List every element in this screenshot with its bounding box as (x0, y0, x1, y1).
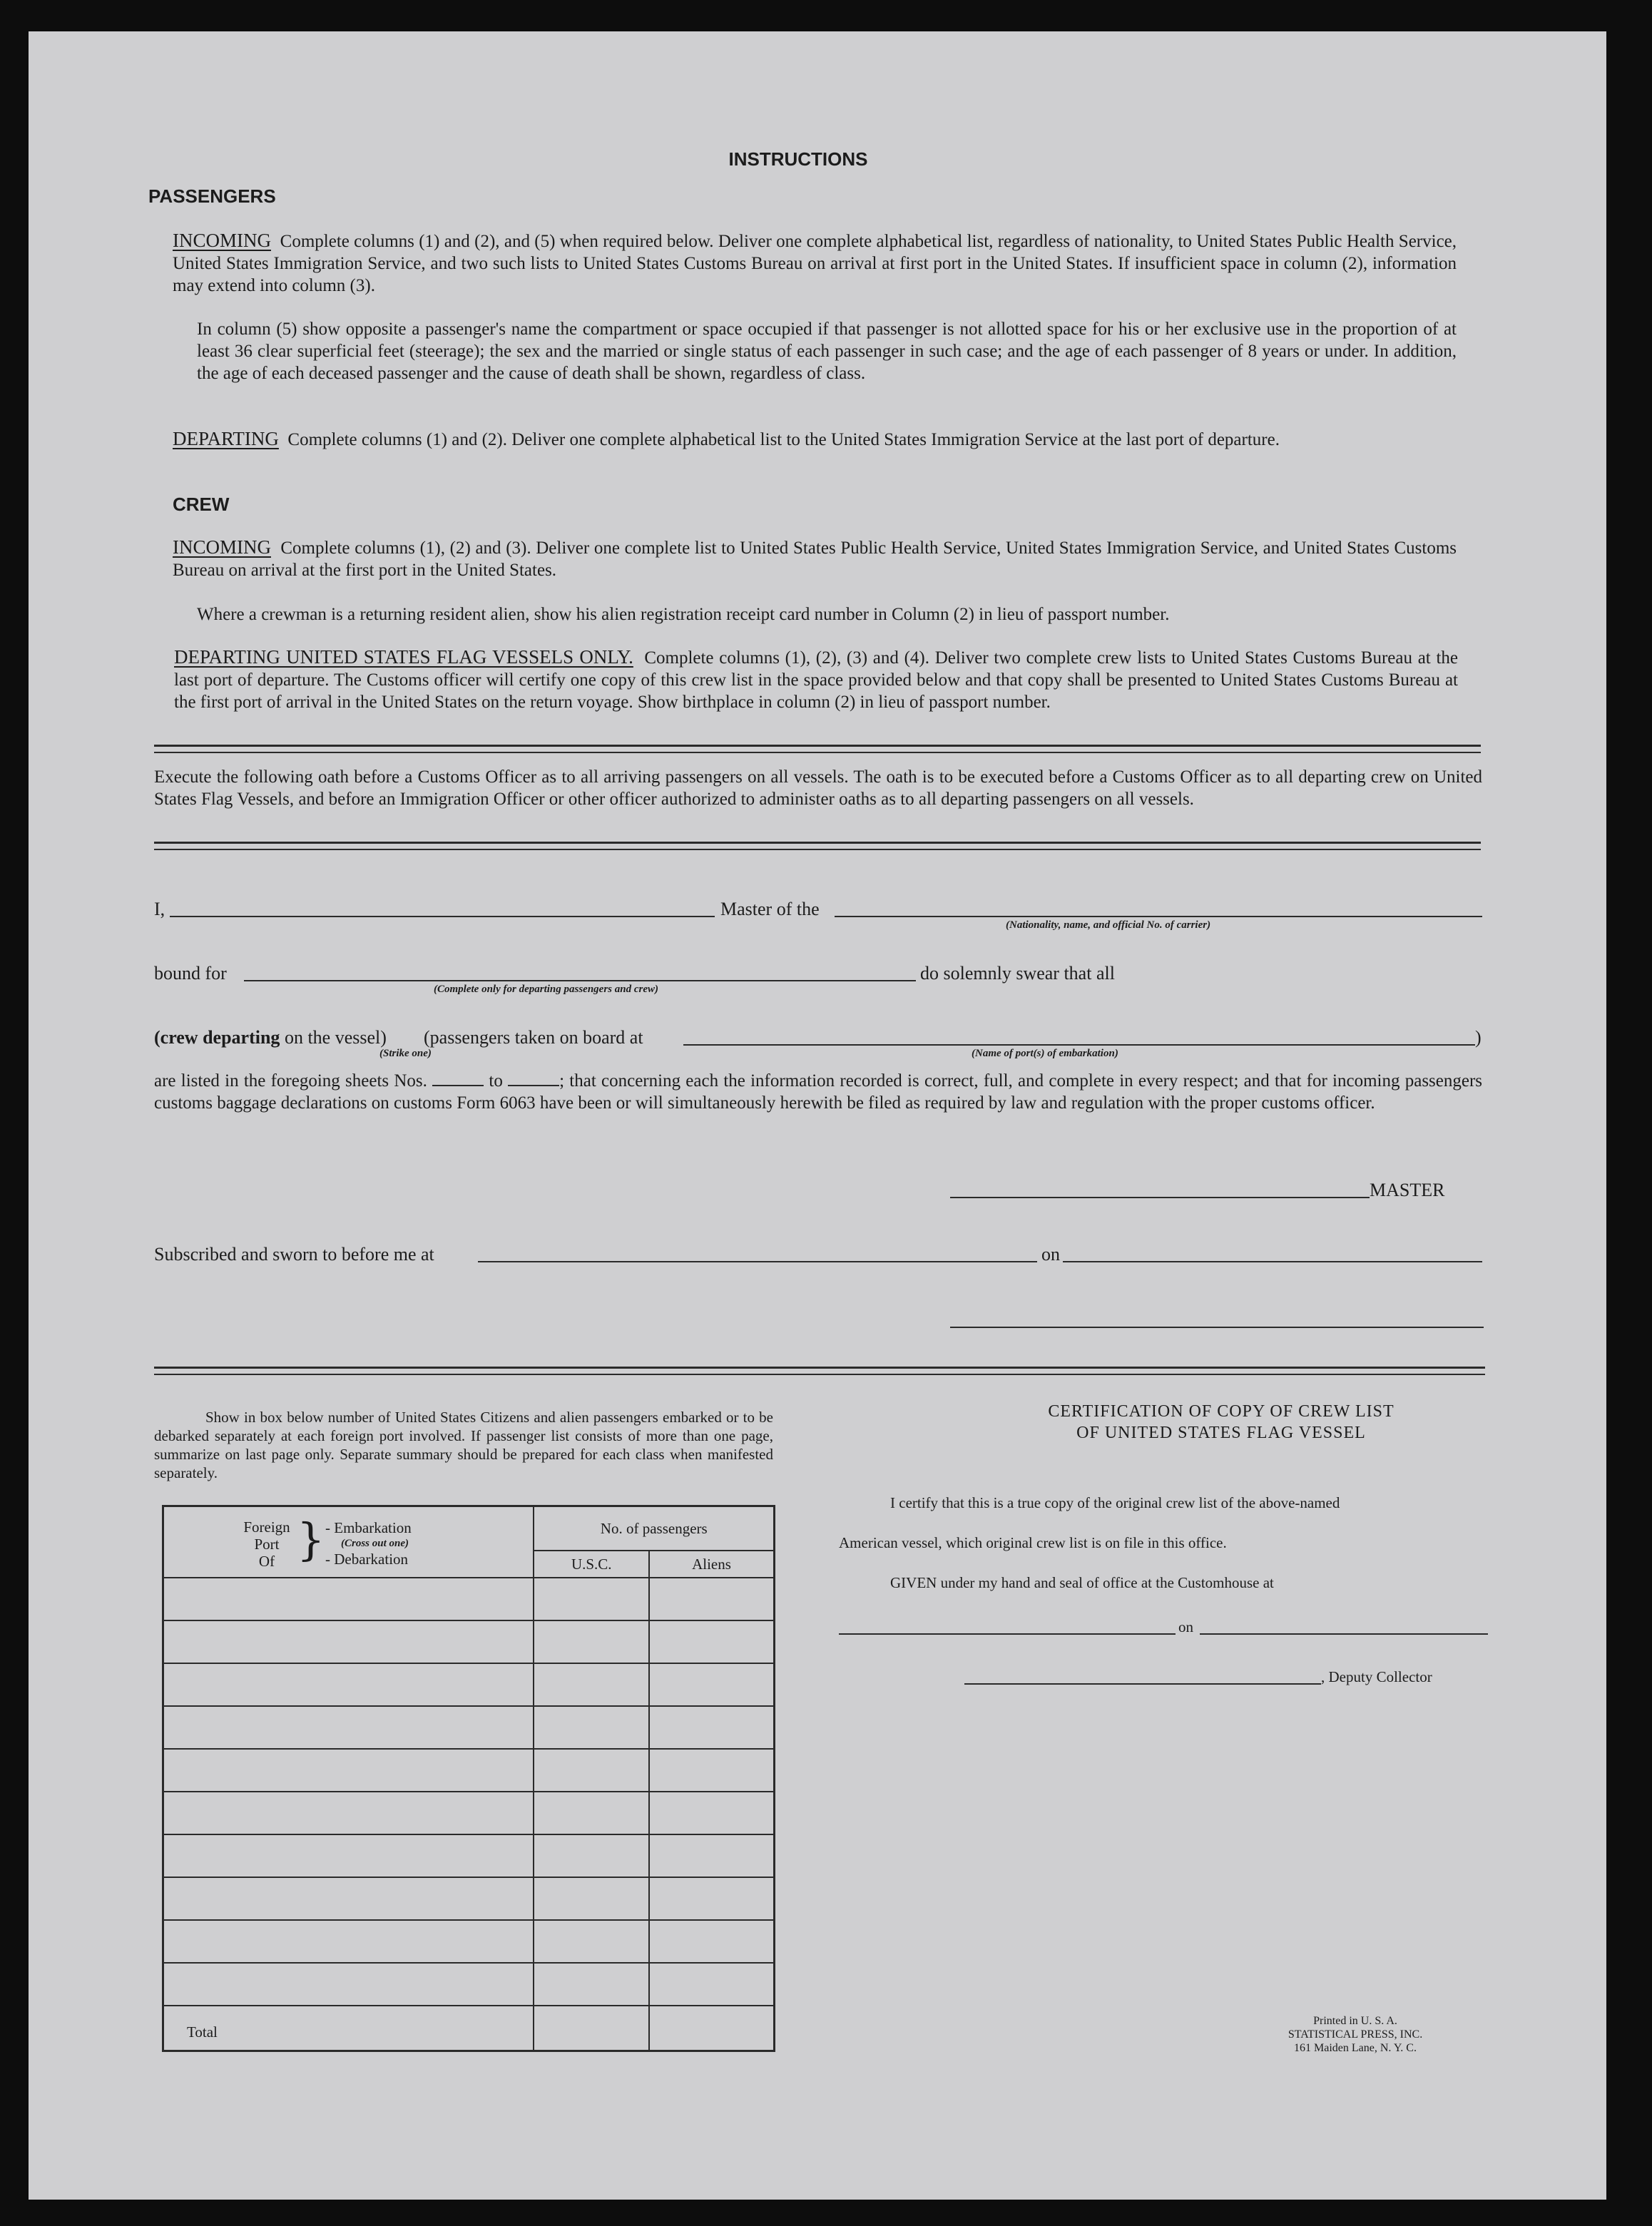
embarkation-option[interactable]: - Embarkation (325, 1518, 412, 1536)
aliens-total-cell[interactable] (649, 2006, 774, 2051)
sheet-from-field[interactable] (432, 1072, 484, 1086)
usc-cell[interactable] (534, 1877, 649, 1920)
passengers-departing-paragraph (173, 428, 1457, 451)
table-row (163, 1663, 775, 1706)
master-name-field[interactable] (170, 916, 715, 917)
sworn-on-label: on (1041, 1244, 1060, 1265)
sheet-to-field[interactable] (508, 1072, 559, 1086)
passengers-heading: PASSENGERS (148, 185, 276, 207)
passengers-taken-option[interactable]: (passengers taken on board at (424, 1027, 643, 1048)
section-divider (154, 1367, 1485, 1375)
passengers-incoming-paragraph (173, 230, 1457, 297)
aliens-cell[interactable] (649, 1578, 774, 1620)
aliens-header: Aliens (649, 1551, 774, 1578)
cross-out-caption: (Cross out one) (341, 1537, 409, 1549)
deputy-signature-field[interactable] (964, 1683, 1321, 1685)
aliens-cell[interactable] (649, 1963, 774, 2006)
carrier-field[interactable] (835, 916, 1482, 917)
certification-heading (862, 1401, 1581, 1444)
crew-departing-paragraph (174, 646, 1458, 713)
port-cell[interactable] (163, 1834, 534, 1877)
embarkation-field[interactable] (683, 1044, 1475, 1046)
crew-departing-text: Complete columns (1), (2), (3) and (4). Deliver two complete crew lists to United States Customs Bureau at the last port of departure. The Customs officer will certify one copy of this crew list in the space provided below and that copy shall be presented to United States Customs Bureau at the first port of arrival in the United States on the return voyage. Show birthplace in column (2) in lieu of passport number. (174, 648, 1458, 712)
table-row (163, 1963, 775, 2006)
master-signature-field[interactable] (950, 1197, 1370, 1198)
port-cell[interactable] (163, 1792, 534, 1834)
bound-for-label: bound for (154, 963, 227, 984)
passengers-incoming-label: INCOMING (173, 230, 271, 251)
sworn-date-field[interactable] (1063, 1261, 1482, 1262)
table-row (163, 1792, 775, 1834)
aliens-cell[interactable] (649, 1920, 774, 1963)
listed-text-a: are listed in the foregoing sheets Nos. (154, 1071, 427, 1091)
oath-intro: Execute the following oath before a Customs Officer as to all arriving passengers on all vessels. The oath is to be executed before a Customs Officer as to all departing crew on United States Flag Vessels, and before an Immigration Officer or other officer authorized to administer oaths as to all departing passengers on all vessels. (154, 767, 1482, 809)
embarkation-caption: (Name of port(s) of embarkation) (972, 1048, 1118, 1059)
bound-for-caption: (Complete only for departing passengers and crew) (434, 984, 658, 995)
usc-cell[interactable] (534, 1920, 649, 1963)
table-row (163, 1620, 775, 1663)
master-label: MASTER (1370, 1180, 1445, 1200)
aliens-cell[interactable] (649, 1834, 774, 1877)
port-cell[interactable] (163, 1963, 534, 2006)
port-cell[interactable] (163, 1706, 534, 1749)
table-row (163, 1706, 775, 1749)
passengers-column5-text: In column (5) show opposite a passenger's name the compartment or space occupied if that passenger is not allotted space for his or her exclusive use in the proportion of at least 36 clear superficial feet (steerage); the sex and the married or single status of each passenger in such case; and the age of each passenger of 8 years or under. In addition, the age of each deceased passenger and the cause of death shall be shown, regardless of class. (197, 320, 1457, 383)
listed-paragraph (154, 1070, 1482, 1114)
brace-icon: } (297, 1513, 325, 1566)
foreign-port-header (163, 1506, 534, 1578)
crew-departing-option[interactable] (154, 1027, 387, 1048)
usc-cell[interactable] (534, 1663, 649, 1706)
aliens-cell[interactable] (649, 1706, 774, 1749)
table-row (163, 1834, 775, 1877)
aliens-cell[interactable] (649, 1620, 774, 1663)
certify-line1: I certify that this is a true copy of the original crew list of the above-named (890, 1494, 1340, 1511)
usc-cell[interactable] (534, 1749, 649, 1792)
usc-header: U.S.C. (534, 1551, 649, 1578)
given-line: GIVEN under my hand and seal of office at the Customhouse at (890, 1574, 1274, 1591)
usc-cell[interactable] (534, 1834, 649, 1877)
crew-resident-text: Where a crewman is a returning resident alien, show his alien registration receipt card number in Column (2) in lieu of passport number. (197, 605, 1170, 624)
no-of-passengers-header: No. of passengers (534, 1506, 774, 1551)
usc-cell[interactable] (534, 1706, 649, 1749)
master-of-label: Master of the (720, 899, 820, 919)
crew-incoming-label: INCOMING (173, 536, 271, 558)
crew-incoming-text: Complete columns (1), (2) and (3). Deliver one complete list to United States Public Health Service, United States Immigration Service, and United States Customs Bureau on arrival at the first port in the United States. (173, 538, 1457, 580)
port-cell[interactable] (163, 1663, 534, 1706)
certification-heading-line1: CERTIFICATION OF COPY OF CREW LIST (1048, 1402, 1394, 1421)
aliens-cell[interactable] (649, 1792, 774, 1834)
table-row (163, 1920, 775, 1963)
debarkation-option[interactable]: - Debarkation (325, 1550, 409, 1568)
usc-cell[interactable] (534, 1963, 649, 2006)
cert-on-label: on (1178, 1618, 1193, 1635)
printer-line2: STATISTICAL PRESS, INC. (1288, 2028, 1423, 2041)
passengers-departing-text: Complete columns (1) and (2). Deliver one complete alphabetical list to the United States Immigration Service at the last port of departure. (287, 430, 1280, 449)
bound-for-field[interactable] (244, 980, 916, 981)
printer-imprint (1241, 2014, 1469, 2055)
officer-signature-field[interactable] (950, 1327, 1484, 1328)
crew-departing-label: DEPARTING UNITED STATES FLAG VESSELS ONLY. (174, 646, 633, 668)
usc-cell[interactable] (534, 1792, 649, 1834)
crew-heading: CREW (173, 494, 230, 515)
form-sheet (29, 31, 1606, 2200)
port-cell[interactable] (163, 1920, 534, 1963)
aliens-cell[interactable] (649, 1663, 774, 1706)
usc-cell[interactable] (534, 1620, 649, 1663)
subscribed-label: Subscribed and sworn to before me at (154, 1244, 434, 1265)
port-label: Port (254, 1535, 280, 1553)
crew-incoming-paragraph (173, 536, 1457, 581)
of-label: Of (258, 1552, 275, 1570)
customhouse-field[interactable] (839, 1633, 1176, 1635)
on-vessel-text: on the vessel) (284, 1027, 387, 1048)
port-cell[interactable] (163, 1749, 534, 1792)
listed-text-b: ; that concerning each the information recorded is correct, full, and complete in every respect; and that for incoming passengers customs baggage declarations on customs Form 6063 have been or will simultaneously herewith be filed as required by law and regulation with the proper customs officer. (154, 1071, 1483, 1113)
aliens-cell[interactable] (649, 1877, 774, 1920)
cert-date-field[interactable] (1200, 1633, 1488, 1635)
port-cell[interactable] (163, 1578, 534, 1620)
table-row (163, 1749, 775, 1792)
certify-line2: American vessel, which original crew list is on file in this office. (839, 1534, 1227, 1551)
summary-instruction: Show in box below number of United States Citizens and alien passengers embarked or to be debarked separately at each foreign port involved. If passenger list consists of more than one page, summarize on last page only. Separate summary should be prepared for each class when manifested separately. (154, 1409, 773, 1481)
total-label: Total (163, 2006, 534, 2051)
sworn-place-field[interactable] (478, 1261, 1037, 1262)
oath-i-label: I, (154, 899, 165, 919)
instructions-title: INSTRUCTIONS (728, 148, 868, 170)
strike-caption: (Strike one) (379, 1048, 432, 1059)
crew-departing-text: (crew departing (154, 1027, 280, 1048)
deputy-collector-label: , Deputy Collector (1321, 1668, 1432, 1685)
usc-total-cell[interactable] (534, 2006, 649, 2051)
printer-line1: Printed in U. S. A. (1313, 2015, 1397, 2027)
passengers-incoming-text: Complete columns (1) and (2), and (5) when required below. Deliver one complete alphabetical list, regardless of nationality, to United States Public Health Service, United States Immigration Service, and two such lists to United States Customs Bureau on arrival at first port in the United States. If insufficient space in column (2), information may extend into column (3). (173, 232, 1457, 295)
listed-to: to (489, 1071, 503, 1091)
usc-cell[interactable] (534, 1578, 649, 1620)
foreign-label: Foreign (243, 1518, 290, 1536)
certification-heading-line2: OF UNITED STATES FLAG VESSEL (1076, 1424, 1366, 1442)
port-cell[interactable] (163, 1877, 534, 1920)
passenger-summary-table (162, 1505, 775, 2052)
passengers-departing-label: DEPARTING (173, 428, 279, 449)
swear-label: do solemnly swear that all (920, 963, 1115, 984)
table-row (163, 1877, 775, 1920)
carrier-caption: (Nationality, name, and official No. of carrier) (1006, 919, 1211, 931)
table-row (163, 1578, 775, 1620)
aliens-cell[interactable] (649, 1749, 774, 1792)
total-row (163, 2006, 775, 2051)
section-divider (154, 842, 1481, 850)
section-divider (154, 745, 1481, 753)
printer-line3: 161 Maiden Lane, N. Y. C. (1294, 2042, 1417, 2054)
close-paren: ) (1475, 1027, 1482, 1048)
port-cell[interactable] (163, 1620, 534, 1663)
